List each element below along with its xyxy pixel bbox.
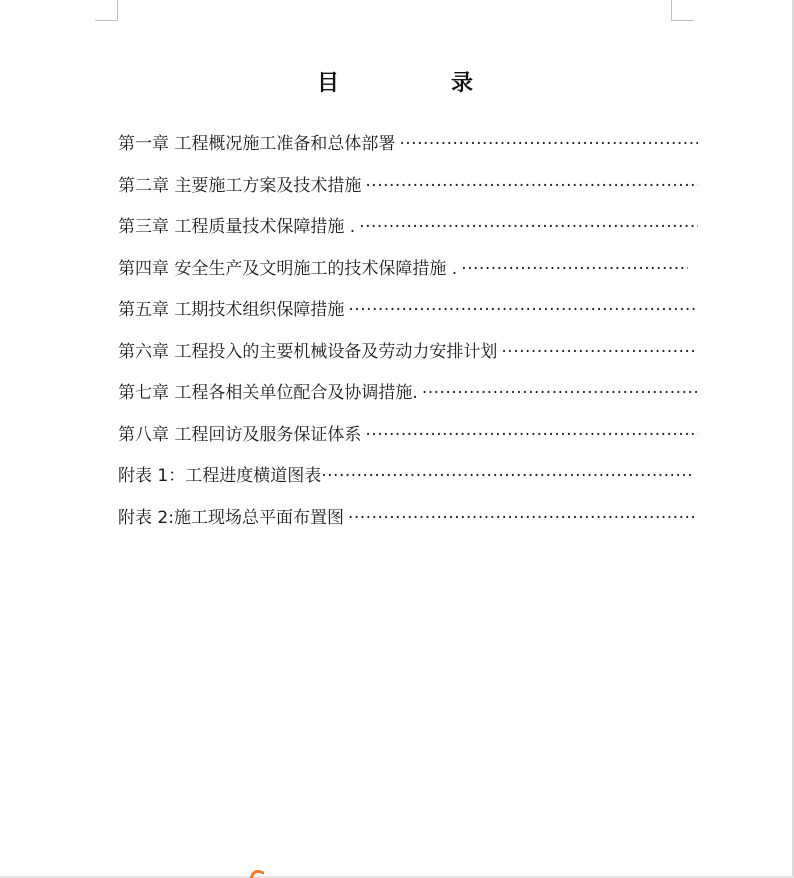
toc-entry-chapter-7[interactable] [118, 373, 698, 415]
top-right-margin-mark [671, 0, 694, 21]
toc-leader-dots [359, 207, 698, 249]
toc-entry-label: 第三章 工程质量技术保障措施 . [118, 217, 356, 237]
toc-entry-appendix-1[interactable] [118, 456, 698, 498]
page-title [0, 66, 794, 100]
toc-entry-label: 附表 1：工程进度横道图表 [118, 466, 322, 486]
toc-entry-label: 第一章 工程概况施工准备和总体部署 [118, 134, 396, 154]
toc-entry-appendix-2[interactable] [118, 498, 698, 540]
toc-leader-dots [365, 415, 698, 457]
toc-leader-dots [365, 166, 698, 208]
toc-entry-label: 第五章 工期技术组织保障措施 [118, 300, 345, 320]
toc-entry-label: 第二章 主要施工方案及技术措施 [118, 175, 362, 196]
toc-entry-chapter-5[interactable] [118, 290, 698, 332]
toc-leader-dots [348, 498, 695, 540]
table-of-contents [118, 124, 698, 539]
toc-leader-dots [321, 456, 694, 498]
toc-entry-chapter-1[interactable] [118, 124, 698, 166]
toc-entry-chapter-6[interactable] [118, 332, 698, 374]
toc-entry-chapter-8[interactable] [118, 415, 698, 457]
toc-entry-chapter-2[interactable] [118, 166, 698, 208]
title-char-1: 目 [317, 70, 340, 96]
toc-entry-label: 第六章 工程投入的主要机械设备及劳动力安排计划 [118, 341, 498, 362]
toc-entry-label: 附表 2:施工现场总平面布置图 [118, 507, 344, 528]
title-char-2: 录 [451, 70, 474, 96]
orange-cursor-icon [250, 870, 264, 878]
toc-leader-dots [422, 373, 698, 415]
toc-entry-chapter-3[interactable] [118, 207, 698, 249]
toc-entry-label: 第七章 工程各相关单位配合及协调措施. [118, 383, 418, 403]
toc-entry-label: 第八章 工程回访及服务保证体系 [118, 424, 362, 445]
toc-leader-dots [399, 124, 698, 166]
toc-leader-dots [501, 332, 698, 374]
top-left-margin-mark [95, 0, 118, 21]
toc-leader-dots [461, 249, 688, 291]
toc-leader-dots [348, 290, 698, 332]
toc-entry-chapter-4[interactable] [118, 249, 698, 291]
toc-entry-label: 第四章 安全生产及文明施工的技术保障措施 . [118, 258, 458, 279]
